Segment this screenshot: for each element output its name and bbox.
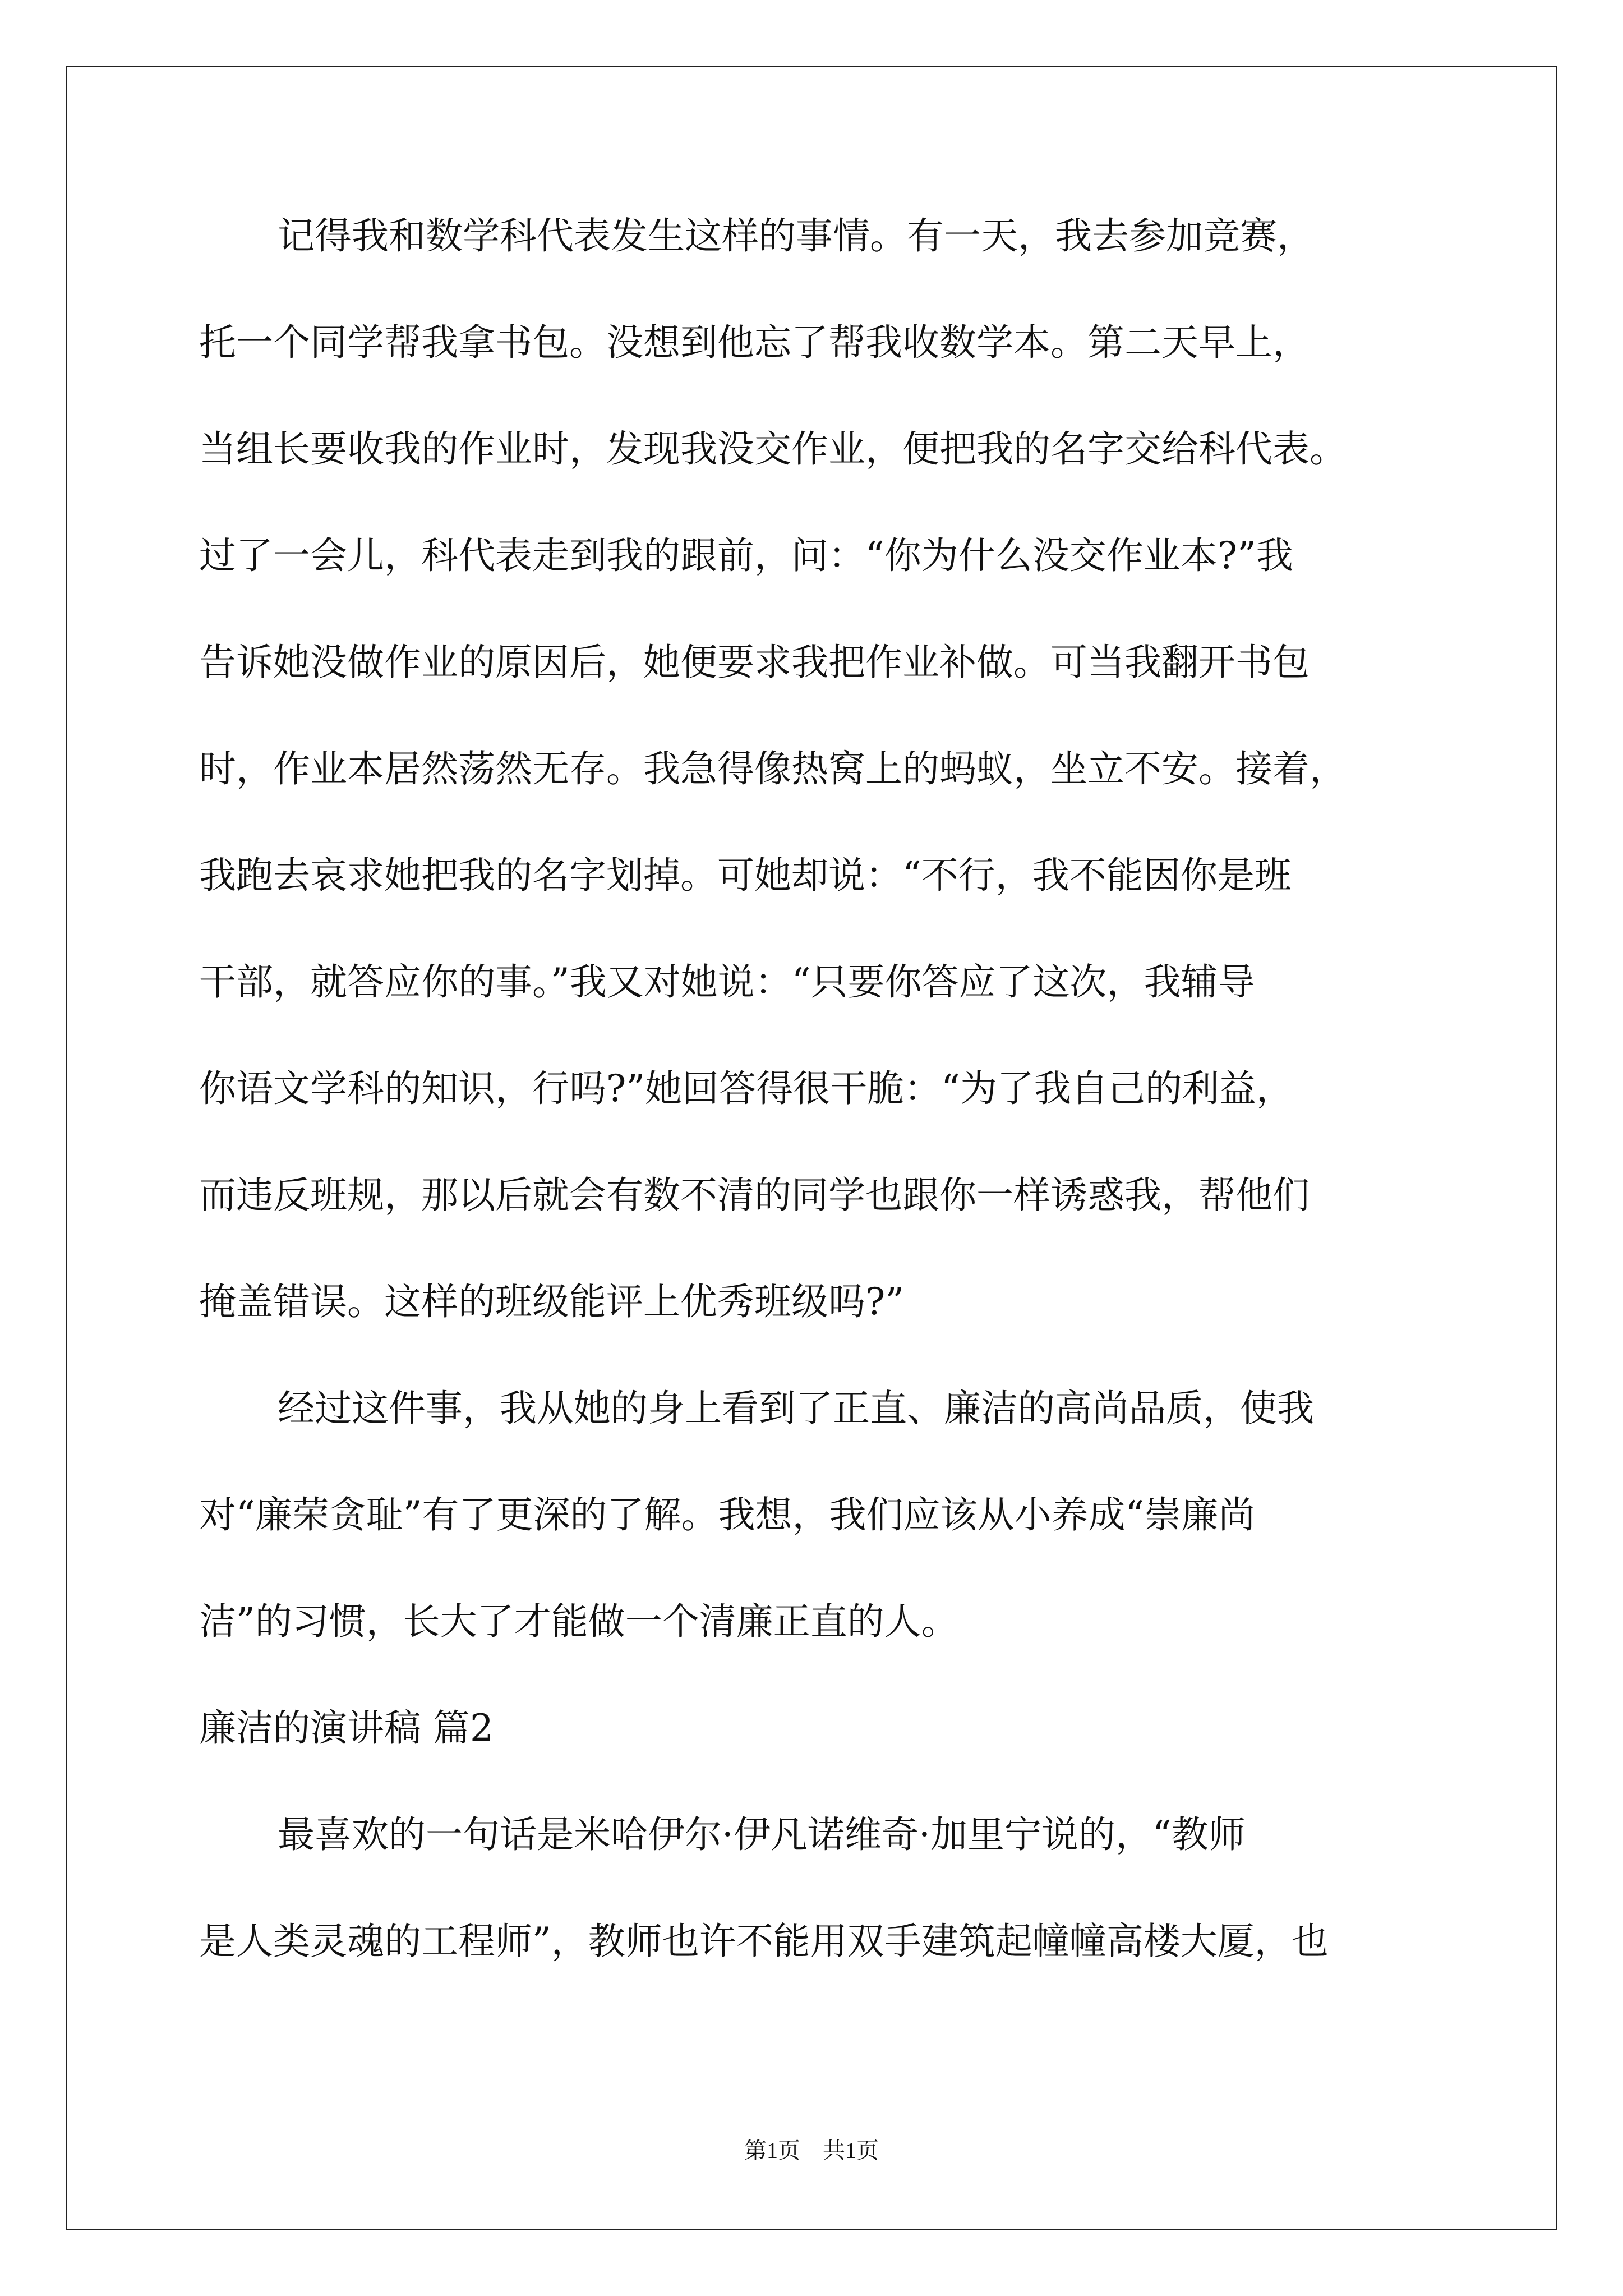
text-line: 是人类灵魂的工程师”，教师也许不能用双手建筑起幢幢高楼大厦，也 bbox=[199, 1920, 1329, 1963]
text-line: 告诉她没做作业的原因后，她便要求我把作业补做。可当我翻开书包 bbox=[199, 641, 1310, 684]
text-line: 而违反班规，那以后就会有数不清的同学也跟你一样诱惑我，帮他们 bbox=[199, 1174, 1310, 1217]
text-line: 对“廉荣贪耻”有了更深的了解。我想，我们应该从小养成“崇廉尚 bbox=[199, 1493, 1256, 1536]
text-line: 掩盖错误。这样的班级能评上优秀班级吗?” bbox=[199, 1280, 905, 1323]
document-body bbox=[199, 214, 1433, 2030]
paragraph-3 bbox=[199, 1813, 1433, 2030]
text-line: 最喜欢的一句话是米哈伊尔·伊凡诺维奇·加里宁说的，“教师 bbox=[278, 1813, 1246, 1856]
text-line: 经过这件事，我从她的身上看到了正直、廉洁的高尚品质，使我 bbox=[278, 1387, 1314, 1430]
page-number-footer: 第1页 共1页 bbox=[744, 2138, 879, 2163]
text-line: 干部，就答应你的事。”我又对她说：“只要你答应了这次，我辅导 bbox=[199, 960, 1255, 1004]
text-line: 时，作业本居然荡然无存。我急得像热窝上的蚂蚁，坐立不安。接着， bbox=[199, 747, 1347, 790]
text-line: 当组长要收我的作业时，发现我没交作业，便把我的名字交给科代表。 bbox=[199, 427, 1347, 471]
text-line: 托一个同学帮我拿书包。没想到他忘了帮我收数学本。第二天早上， bbox=[199, 321, 1310, 364]
text-line: 洁”的习惯，长大了才能做一个清廉正直的人。 bbox=[199, 1600, 958, 1643]
text-line: 我跑去哀求她把我的名字划掉。可她却说：“不行，我不能因你是班 bbox=[199, 854, 1292, 897]
text-line: 过了一会儿，科代表走到我的跟前，问：“你为什么没交作业本?”我 bbox=[199, 534, 1293, 577]
paragraph-2 bbox=[199, 1387, 1433, 1710]
text-line: 记得我和数学科代表发生这样的事情。有一天，我去参加竞赛， bbox=[278, 214, 1314, 257]
text-line: 你语文学科的知识，行吗?”她回答得很干脆：“为了我自己的利益， bbox=[199, 1067, 1293, 1110]
paragraph-1 bbox=[199, 214, 1433, 1390]
section-heading: 廉洁的演讲稿 篇2 bbox=[199, 1706, 494, 1750]
